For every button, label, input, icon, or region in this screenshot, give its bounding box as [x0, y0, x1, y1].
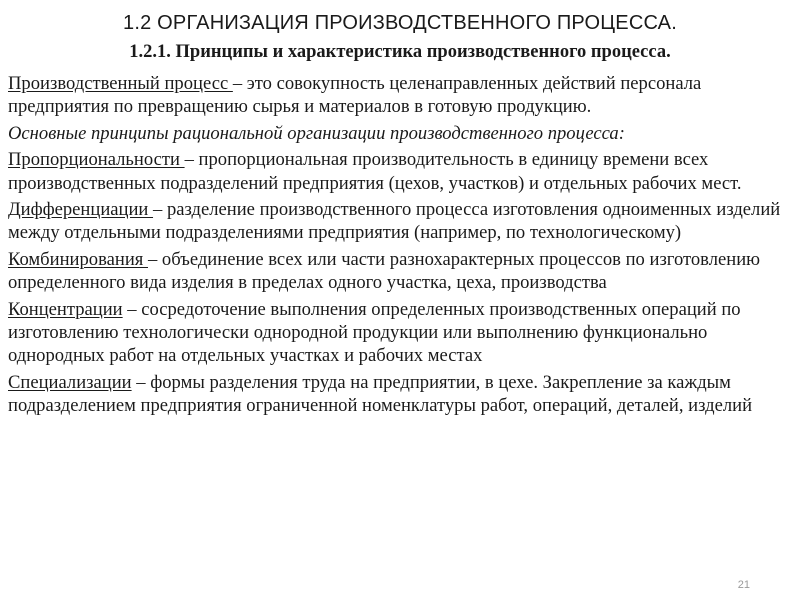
principle-term: Специализации — [8, 371, 132, 393]
principle-term: Концентрации — [8, 298, 123, 320]
principle-term: Комбинирования — [8, 248, 148, 270]
slide-subtitle: 1.2.1. Принципы и характеристика производственного процесса. — [129, 42, 671, 62]
principle-item — [8, 371, 792, 418]
principle-text: – формы разделения труда на предприятии, в цехе. Закрепление за каждым подразделением предприятия ограниченной номенклатуры работ, операций, деталей, изделий — [8, 371, 753, 417]
principle-text: – пропорциональная производительность в единицу времени всех производственных подразделений предприятия (цехов, участков) и отдельных рабочих мест. — [8, 149, 742, 194]
slide-title: 1.2 ОРГАНИЗАЦИЯ ПРОИЗВОДСТВЕННОГО ПРОЦЕССА. — [123, 12, 677, 34]
principle-item — [8, 248, 792, 295]
principle-item — [8, 148, 792, 195]
principle-text: – сосредоточение выполнения определенных производственных операций по изготовлению технологически однородной продукции или выполнению функционально однородных работ на отдельных участках и рабочих местах — [8, 298, 741, 367]
definition-paragraph — [8, 72, 792, 119]
principle-term: Дифференциации — [8, 199, 154, 221]
principle-text: – объединение всех или части разнохарактерных процессов по изготовлению определенного вида изделия в пределах одного участка, цеха, производства — [8, 248, 761, 294]
principles-heading: Основные принципы рациональной организации производственного процесса: — [8, 122, 625, 144]
page-number: 21 — [737, 579, 750, 591]
definition-term: Производственный процесс — [8, 73, 233, 94]
principle-text: – разделение производственного процесса изготовления одноименных изделий между отдельными подразделениями предприятия (например, по технологическому) — [8, 199, 781, 244]
definition-text: – это совокупность целенаправленных действий персонала предприятия по превращению сырья и материалов в готовую продукцию. — [8, 73, 702, 118]
slide-body — [8, 72, 792, 421]
principle-term: Пропорциональности — [8, 149, 185, 171]
principle-item — [8, 298, 792, 368]
principle-item — [8, 198, 792, 245]
